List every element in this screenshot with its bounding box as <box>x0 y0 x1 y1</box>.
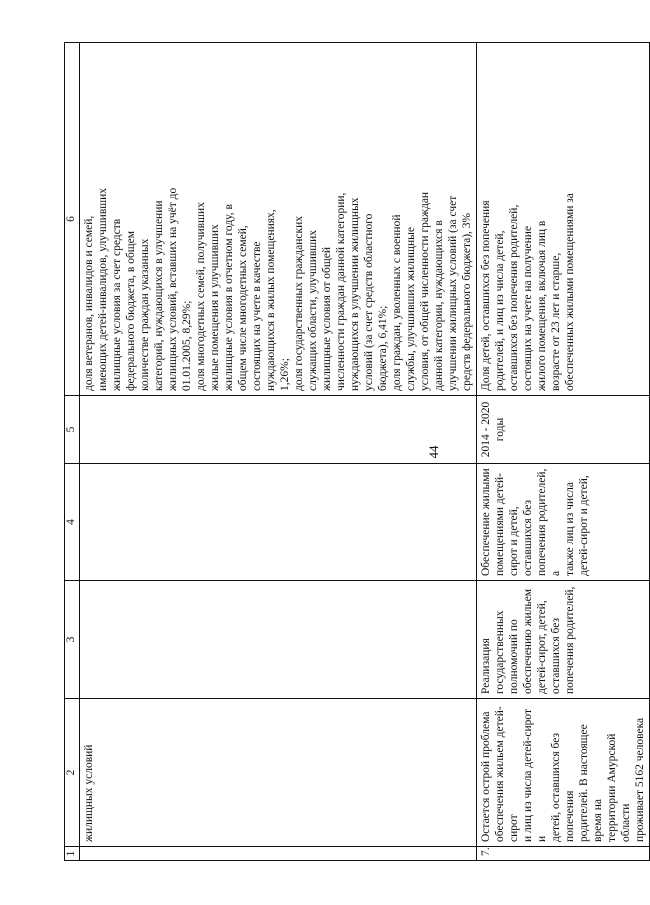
column-number-6: 6 <box>65 43 80 396</box>
program-table <box>64 42 650 861</box>
measure-cell <box>80 464 477 581</box>
table-body <box>80 43 650 861</box>
period-cell <box>80 396 477 464</box>
table-row <box>477 43 650 861</box>
column-number-4: 4 <box>65 464 80 581</box>
table-header <box>65 43 80 861</box>
period-cell: 2014 - 2020 годы <box>477 396 650 464</box>
column-number-5: 5 <box>65 396 80 464</box>
column-number-1: 1 <box>65 847 80 861</box>
row-number <box>80 847 477 861</box>
problem-cell: Остается острой проблема обеспечения жильем детей-сирот и лиц из числа детей-сирот и детей, оставшихся без попечения родителей. В настоящее время на территории Амурской области проживает 5162 человека <box>477 699 650 847</box>
column-number-row <box>65 43 80 861</box>
table-row <box>80 43 477 861</box>
column-number-3: 3 <box>65 581 80 699</box>
column-number-2: 2 <box>65 699 80 847</box>
row-number: 7. <box>477 847 650 861</box>
task-cell: Реализация государственных полномочий по обеспечению жильем детей-сирот, детей, оставшихся без попечения родителей, <box>477 581 650 699</box>
indicator-cell: Доля детей, оставшихся без попечения родителей, и лиц из числа детей, оставшихся без попечения родителей, состоящих на учете на получение жилого помещения, включая лиц в возрасте от 23 лет и старше, обеспеченных жилыми помещениями за <box>477 43 650 396</box>
task-cell <box>80 581 477 699</box>
indicator-cell: доля ветеранов, инвалидов и семей, имеющих детей-инвалидов, улучшивших жилищные условия за счет средств федерального бюджета, в общем количестве граждан указанных категорий, нуждающихся в улучшении жилищных условий, вставших на учёт до 01.01.2005, 8,29%; доля многодетных семей, получивших жилые помещения и улучшивших жилищные условия в отчетном году, в общем числе многодетных семей, состоящих на учете в качестве нуждающихся в жилых помещениях, 1,26%; доля государственных гражданских служащих области, улучшивших жилищные условия от общей численности граждан данной категории, нуждающихся в улучшении жилищных условий (за счет средств областного бюджета), 6,41%; доля граждан, уволенных с военной службы, улучшивших жилищные условия, от общей численности граждан данной категории, нуждающихся в улучшении жилищных условий (за счет средств федерального бюджета), 3% <box>80 43 477 396</box>
page-number: 44 <box>426 445 441 459</box>
document-table-container <box>64 43 646 861</box>
problem-cell: жилищных условий <box>80 699 477 847</box>
measure-cell: Обеспечение жилыми помещениями детей- сирот и детей, оставшихся без попечения родителей, а также лиц из числа детей-сирот и детей, <box>477 464 650 581</box>
